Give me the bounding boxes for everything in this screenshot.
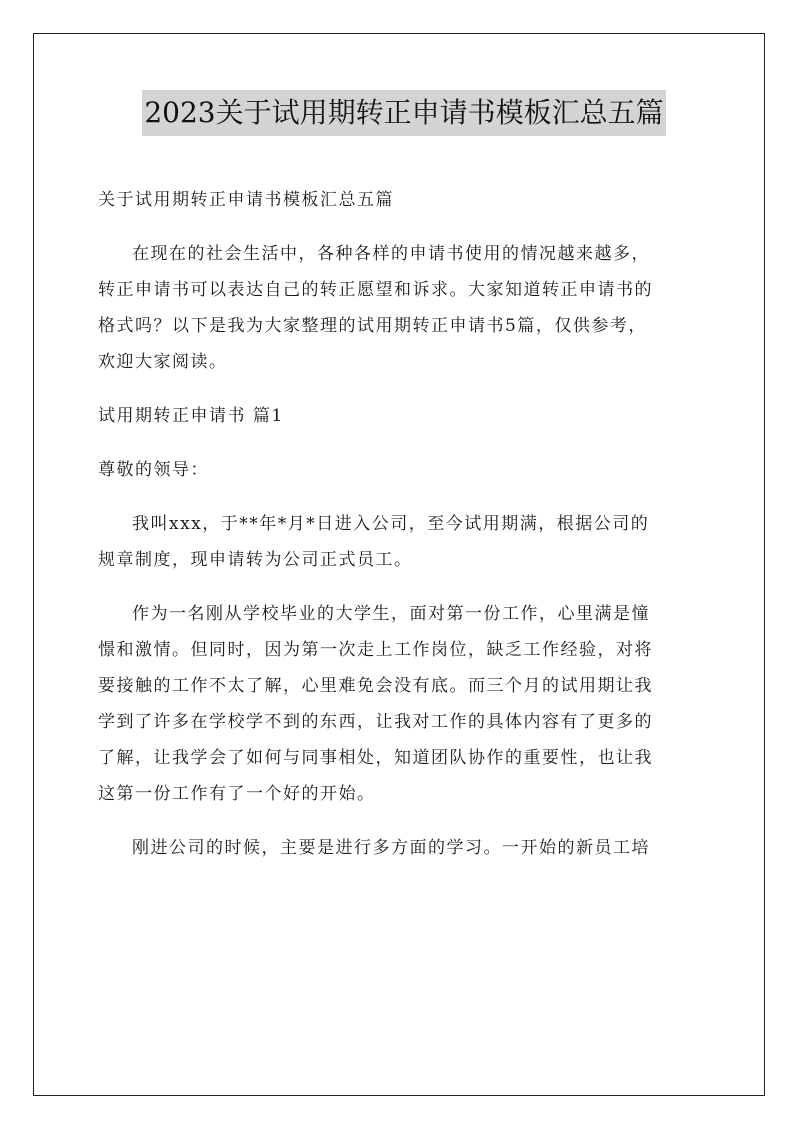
document-title: 2023关于试用期转正申请书模板汇总五篇 <box>142 90 665 136</box>
paragraph-line: 要接触的工作不太了解，心里难免会没有底。而三个月的试用期让我 <box>98 676 653 696</box>
paragraph-line: 学到了许多在学校学不到的东西，让我对工作的具体内容有了更多的 <box>98 712 653 732</box>
paragraph-line: 作为一名刚从学校毕业的大学生，面对第一份工作，心里满是憧 <box>132 604 650 624</box>
title-wrap <box>98 90 710 136</box>
paragraph-line: 规章制度，现申请转为公司正式员工。 <box>98 550 413 570</box>
paragraph-1 <box>98 506 710 578</box>
paragraph-line: 这第一份工作有了一个好的开始。 <box>98 784 376 804</box>
intro-line: 格式吗？以下是我为大家整理的试用期转正申请书5篇，仅供参考， <box>98 316 647 336</box>
document-body <box>98 90 710 884</box>
paragraph-line: 我叫xxx，于**年*月*日进入公司，至今试用期满，根据公司的 <box>132 514 650 534</box>
paragraph-3 <box>98 830 710 866</box>
intro-paragraph <box>98 236 710 380</box>
paragraph-line: 了解，让我学会了如何与同事相处，知道团队协作的重要性，也让我 <box>98 748 653 768</box>
intro-line: 欢迎大家阅读。 <box>98 352 228 372</box>
salutation: 尊敬的领导： <box>98 460 209 480</box>
intro-line: 转正申请书可以表达自己的转正愿望和诉求。大家知道转正申请书的 <box>98 280 653 300</box>
paragraph-line: 刚进公司的时候，主要是进行多方面的学习。一开始的新员工培 <box>132 838 650 858</box>
paragraph-2 <box>98 596 710 812</box>
document-subtitle: 关于试用期转正申请书模板汇总五篇 <box>98 190 394 210</box>
paragraph-line: 憬和激情。但同时，因为第一次走上工作岗位，缺乏工作经验，对将 <box>98 640 653 660</box>
intro-line: 在现在的社会生活中，各种各样的申请书使用的情况越来越多， <box>132 244 650 264</box>
section-heading: 试用期转正申请书 篇1 <box>98 406 284 426</box>
